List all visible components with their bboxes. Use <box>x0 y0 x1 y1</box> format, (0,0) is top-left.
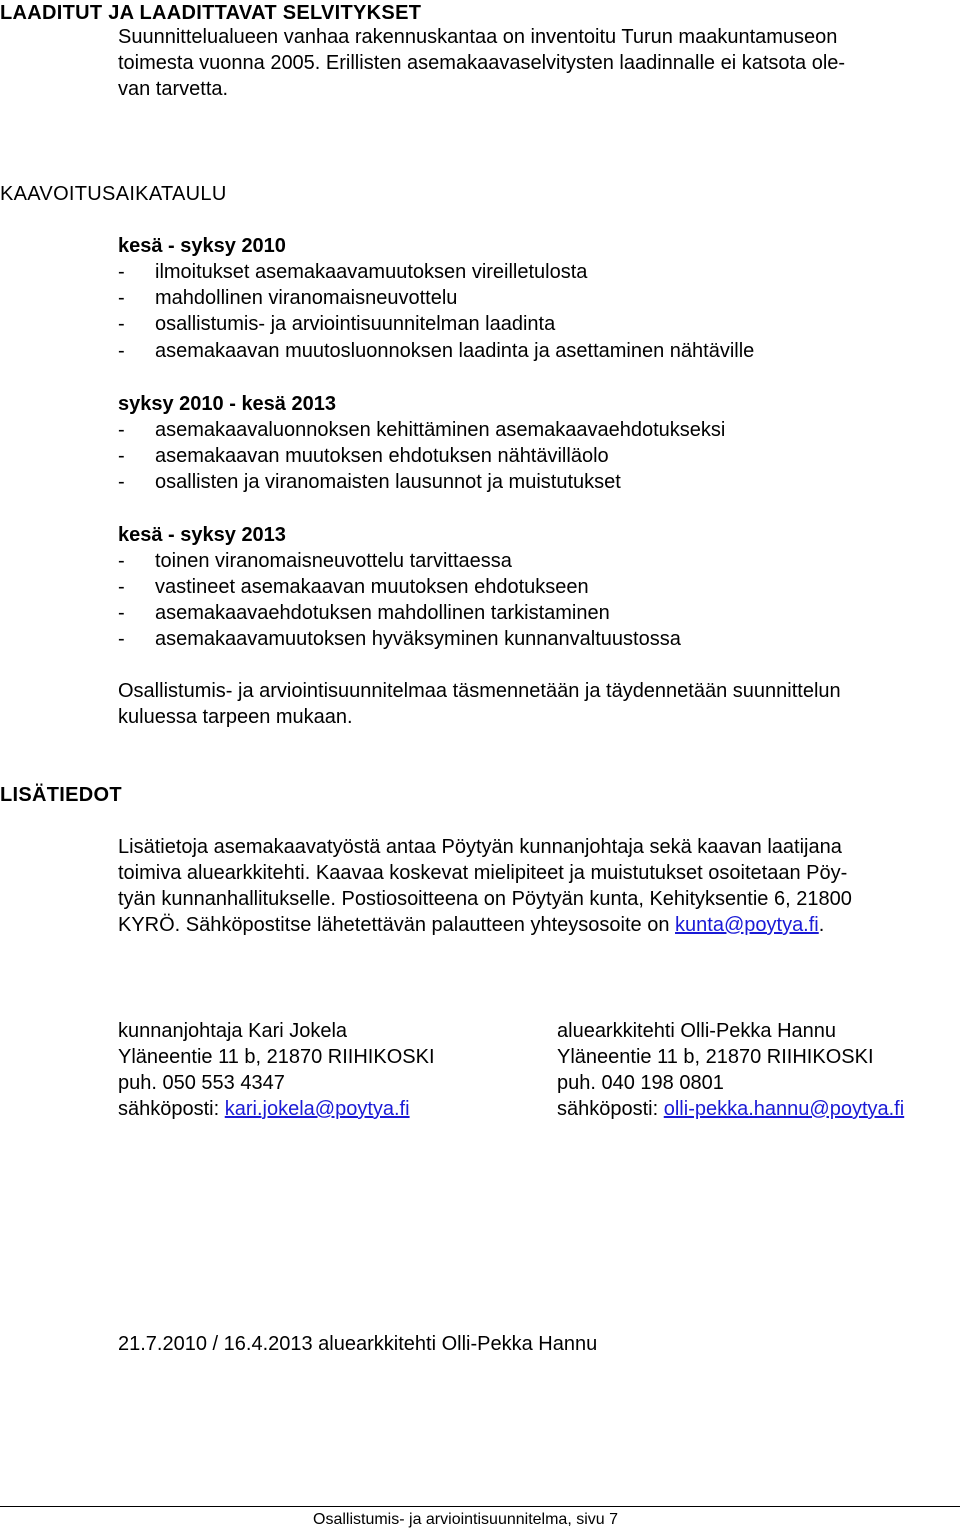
schedule-item <box>118 259 587 285</box>
dash-bullet: - <box>118 628 125 650</box>
schedule-item <box>118 417 725 443</box>
contact-address: Yläneentie 11 b, 21870 RIIHIKOSKI <box>118 1046 435 1068</box>
contact-email-link[interactable]: olli-pekka.hannu@poytya.fi <box>663 1098 905 1120</box>
contact-email-row <box>557 1096 904 1122</box>
info-line: tyän kunnanhallitukselle. Postiosoitteena on Pöytyän kunta, Kehityksentie 6, 21800 <box>118 888 852 910</box>
schedule-item-text: asemakaavaluonnoksen kehittäminen asemakaavaehdotukseksi <box>155 419 726 441</box>
schedule-item-text: ilmoitukset asemakaavamuutoksen vireilletulosta <box>155 261 588 283</box>
survey-paragraph <box>118 24 845 102</box>
contact-email-row <box>118 1096 435 1122</box>
dash-bullet: - <box>118 550 125 572</box>
contact-name: aluearkkitehti Olli-Pekka Hannu <box>557 1020 837 1042</box>
schedule-item-text: osallisten ja viranomaisten lausunnot ja muistutukset <box>155 471 621 493</box>
schedule-item <box>118 443 609 469</box>
survey-line: Suunnittelualueen vanhaa rakennuskantaa on inventoitu Turun maakuntamuseon <box>118 26 838 48</box>
schedule-item-text: asemakaavamuutoksen hyväksyminen kunnanvaltuustossa <box>155 628 681 650</box>
schedule-item <box>118 311 555 337</box>
contact-address: Yläneentie 11 b, 21870 RIIHIKOSKI <box>557 1046 874 1068</box>
schedule-item <box>118 626 681 652</box>
dash-bullet: - <box>118 261 125 283</box>
schedule-item-text: asemakaavan muutosluonnoksen laadinta ja asettaminen nähtäville <box>155 340 755 362</box>
dash-bullet: - <box>118 340 125 362</box>
schedule-phase-title: syksy 2010 - kesä 2013 <box>118 393 336 415</box>
schedule-note-line: Osallistumis- ja arviointisuunnitelmaa täsmennetään ja täydennetään suunnittelun <box>118 680 841 702</box>
schedule-item <box>118 574 589 600</box>
section-heading-schedule: KAAVOITUSAIKATAULU <box>0 183 227 205</box>
schedule-item <box>118 548 512 574</box>
contact-card <box>118 1018 435 1122</box>
schedule-phase-title: kesä - syksy 2010 <box>118 235 286 257</box>
contact-phone: puh. 040 198 0801 <box>557 1072 724 1094</box>
info-line: Lisätietoja asemakaavatyöstä antaa Pöytyän kunnanjohtaja sekä kaavan laatijana <box>118 836 842 858</box>
dash-bullet: - <box>118 419 125 441</box>
schedule-item-text: asemakaavan muutoksen ehdotuksen nähtävilläolo <box>155 445 609 467</box>
schedule-item <box>118 285 457 311</box>
dash-bullet: - <box>118 576 125 598</box>
contact-email-link[interactable]: kunta@poytya.fi <box>675 914 819 936</box>
dash-bullet: - <box>118 471 125 493</box>
contact-email-label: sähköposti: <box>118 1098 225 1120</box>
dash-bullet: - <box>118 287 125 309</box>
signature-line: 21.7.2010 / 16.4.2013 aluearkkitehti Olli-Pekka Hannu <box>118 1333 598 1355</box>
survey-line: toimesta vuonna 2005. Erillisten asemakaavaselvitysten laadinnalle ei katsota ole- <box>118 52 846 74</box>
info-line-text: KYRÖ. Sähköpostitse lähetettävän palautteen yhteysosoite on <box>118 914 676 936</box>
contact-name: kunnanjohtaja Kari Jokela <box>118 1020 348 1042</box>
info-line <box>118 912 852 938</box>
section-heading-info: LISÄTIEDOT <box>0 784 122 806</box>
survey-line: van tarvetta. <box>118 78 229 100</box>
dash-bullet: - <box>118 313 125 335</box>
contact-email-label: sähköposti: <box>557 1098 664 1120</box>
page-footer: Osallistumis- ja arviointisuunnitelma, sivu 7 <box>313 1511 618 1528</box>
schedule-item-text: asemakaavaehdotuksen mahdollinen tarkistaminen <box>155 602 610 624</box>
contact-phone: puh. 050 553 4347 <box>118 1072 285 1094</box>
info-line-suffix: . <box>818 914 825 936</box>
schedule-phase-title: kesä - syksy 2013 <box>118 524 286 546</box>
schedule-item-text: mahdollinen viranomaisneuvottelu <box>155 287 458 309</box>
schedule-note <box>118 678 841 730</box>
info-line: toimiva aluearkkitehti. Kaavaa koskevat mielipiteet ja muistutukset osoitetaan Pöy- <box>118 862 848 884</box>
section-heading-surveys: LAADITUT JA LAADITTAVAT SELVITYKSET <box>0 2 422 24</box>
schedule-note-line: kuluessa tarpeen mukaan. <box>118 706 353 728</box>
schedule-item <box>118 469 621 495</box>
schedule-item <box>118 338 754 364</box>
schedule-item-text: toinen viranomaisneuvottelu tarvittaessa <box>155 550 512 572</box>
contact-email-link[interactable]: kari.jokela@poytya.fi <box>224 1098 410 1120</box>
dash-bullet: - <box>118 602 125 624</box>
schedule-item-text: vastineet asemakaavan muutoksen ehdotukseen <box>155 576 589 598</box>
schedule-item-text: osallistumis- ja arviointisuunnitelman laadinta <box>155 313 556 335</box>
dash-bullet: - <box>118 445 125 467</box>
contact-card <box>557 1018 904 1122</box>
schedule-item <box>118 600 610 626</box>
info-paragraph <box>118 834 852 938</box>
footer-divider <box>0 1506 960 1507</box>
